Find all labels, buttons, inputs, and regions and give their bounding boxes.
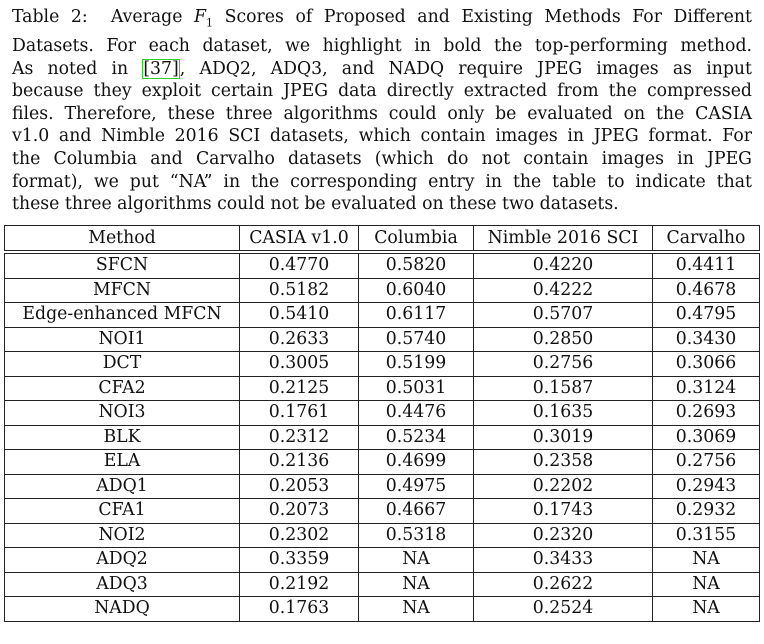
score-cell: 0.2312	[240, 425, 359, 450]
score-cell: 0.3359	[240, 548, 359, 573]
score-cell: 0.6040	[359, 278, 474, 303]
score-cell: 0.2136	[240, 450, 359, 475]
caption-line-8: format), we put “NA” in the corresponding entry in the table to indicate that	[12, 171, 752, 192]
table-row	[5, 474, 760, 499]
caption-line-7: the Columbia and Carvalho datasets (which do not contain images in JPEG	[12, 149, 752, 170]
table-row	[5, 401, 760, 426]
method-cell: NOI2	[5, 523, 240, 548]
caption-line-1: Table 2: Average $F_1$ Scores of Proposed and Existing Methods For Different	[12, 7, 752, 30]
f-subscript: 1	[206, 16, 214, 30]
score-cell: 0.3066	[653, 352, 760, 377]
caption-line-9: these three algorithms could not be evaluated on these two datasets.	[12, 194, 619, 215]
table-row	[5, 499, 760, 524]
score-cell: 0.4975	[359, 474, 474, 499]
score-cell: 0.2943	[653, 474, 760, 499]
score-cell: 0.2524	[474, 597, 653, 622]
score-cell: 0.4222	[474, 278, 653, 303]
score-cell: 0.4476	[359, 401, 474, 426]
method-cell: BLK	[5, 425, 240, 450]
method-cell: ELA	[5, 450, 240, 475]
score-cell: 0.1743	[474, 499, 653, 524]
score-cell: 0.4699	[359, 450, 474, 475]
score-cell: 0.4795	[653, 303, 760, 328]
score-cell: 0.1587	[474, 376, 653, 401]
score-cell: 0.5199	[359, 352, 474, 377]
score-cell: 0.4220	[474, 252, 653, 278]
caption-line-3: As noted in [37], ADQ2, ADQ3, and NADQ require JPEG images as input	[12, 58, 752, 79]
score-cell: 0.4667	[359, 499, 474, 524]
score-cell: 0.5740	[359, 327, 474, 352]
table-row	[5, 523, 760, 548]
score-cell: 0.2202	[474, 474, 653, 499]
table-row	[5, 425, 760, 450]
score-cell: 0.5410	[240, 303, 359, 328]
table-row	[5, 450, 760, 475]
header-method: Method	[5, 226, 240, 253]
score-cell: 0.2302	[240, 523, 359, 548]
table-caption	[12, 6, 752, 216]
score-cell: 0.6117	[359, 303, 474, 328]
score-cell: 0.1635	[474, 401, 653, 426]
caption-line-4: because they exploit certain JPEG data directly extracted from the compressed	[12, 81, 752, 102]
method-cell: MFCN	[5, 278, 240, 303]
method-cell: SFCN	[5, 252, 240, 278]
score-cell: 0.2633	[240, 327, 359, 352]
header-nimble: Nimble 2016 SCI	[474, 226, 653, 253]
score-cell: NA	[359, 548, 474, 573]
citation-link[interactable]: [37]	[143, 58, 179, 79]
method-cell: DCT	[5, 352, 240, 377]
score-cell: 0.5031	[359, 376, 474, 401]
score-cell: 0.5707	[474, 303, 653, 328]
caption-line-5: files. Therefore, these three algorithms could only be evaluated on the CASIA	[12, 103, 752, 124]
score-cell: 0.2320	[474, 523, 653, 548]
score-cell: 0.2756	[653, 450, 760, 475]
score-cell: 0.2358	[474, 450, 653, 475]
score-cell: 0.3430	[653, 327, 760, 352]
results-table	[4, 225, 760, 622]
score-cell: NA	[653, 597, 760, 622]
f-symbol: F	[194, 7, 207, 27]
score-cell: NA	[653, 548, 760, 573]
score-cell: 0.4770	[240, 252, 359, 278]
method-cell: NOI3	[5, 401, 240, 426]
score-cell: NA	[359, 572, 474, 597]
table-row	[5, 352, 760, 377]
score-cell: 0.5318	[359, 523, 474, 548]
method-cell: ADQ2	[5, 548, 240, 573]
table-row	[5, 327, 760, 352]
method-cell: CFA1	[5, 499, 240, 524]
score-cell: 0.3005	[240, 352, 359, 377]
score-cell: 0.3069	[653, 425, 760, 450]
header-carvalho: Carvalho	[653, 226, 760, 253]
score-cell: 0.5182	[240, 278, 359, 303]
method-cell: ADQ3	[5, 572, 240, 597]
score-cell: 0.5820	[359, 252, 474, 278]
method-cell: NADQ	[5, 597, 240, 622]
score-cell: 0.3155	[653, 523, 760, 548]
score-cell: 0.1761	[240, 401, 359, 426]
method-cell: ADQ1	[5, 474, 240, 499]
score-cell: 0.2192	[240, 572, 359, 597]
table-row	[5, 278, 760, 303]
score-cell: NA	[653, 572, 760, 597]
score-cell: 0.2073	[240, 499, 359, 524]
caption-label: Table 2:	[12, 7, 88, 27]
header-casia: CASIA v1.0	[240, 226, 359, 253]
score-cell: 0.2125	[240, 376, 359, 401]
table-row	[5, 597, 760, 622]
score-cell: 0.3433	[474, 548, 653, 573]
score-cell: 0.3019	[474, 425, 653, 450]
score-cell: 0.5234	[359, 425, 474, 450]
score-cell: 0.4411	[653, 252, 760, 278]
score-cell: 0.2756	[474, 352, 653, 377]
table-row	[5, 548, 760, 573]
header-columbia: Columbia	[359, 226, 474, 253]
score-cell: 0.2932	[653, 499, 760, 524]
table-body	[5, 252, 760, 621]
score-cell: 0.3124	[653, 376, 760, 401]
score-cell: 0.2053	[240, 474, 359, 499]
score-cell: 0.1763	[240, 597, 359, 622]
method-cell: NOI1	[5, 327, 240, 352]
table-row	[5, 376, 760, 401]
score-cell: 0.2693	[653, 401, 760, 426]
method-cell: Edge-enhanced MFCN	[5, 303, 240, 328]
score-cell: 0.4678	[653, 278, 760, 303]
table-row	[5, 303, 760, 328]
score-cell: 0.2850	[474, 327, 653, 352]
score-cell: NA	[359, 597, 474, 622]
caption-line-6: v1.0 and Nimble 2016 SCI datasets, which contain images in JPEG format. For	[12, 126, 752, 147]
caption-line-2: Datasets. For each dataset, we highlight in bold the top-performing method.	[12, 36, 752, 57]
table-row	[5, 252, 760, 278]
score-cell: 0.2622	[474, 572, 653, 597]
table-row	[5, 572, 760, 597]
method-cell: CFA2	[5, 376, 240, 401]
header-row	[5, 226, 760, 253]
